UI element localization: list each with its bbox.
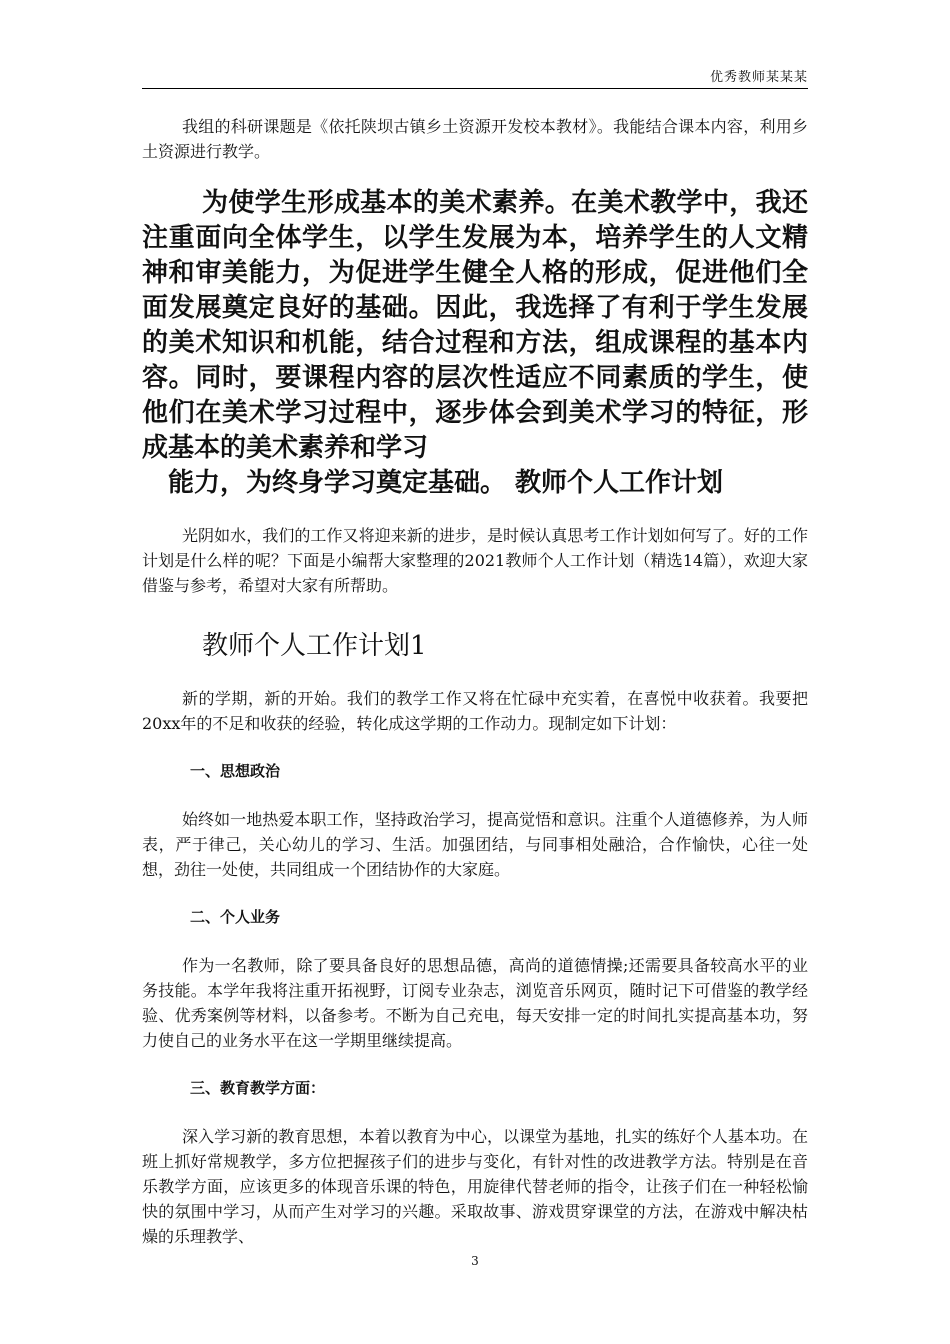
paragraph-art-literacy-last-line: 能力，为终身学习奠定基础。 教师个人工作计划 xyxy=(168,468,724,498)
heading-personal-business: 二、个人业务 xyxy=(190,908,281,926)
paragraph-education-teaching: 深入学习新的教育思想，本着以教育为中心，以课堂为基地，扎实的练好个人基本功。在班上抓好常规教学，多方位把握孩子们的进步与变化，有针对性的改进教学方法。特别是在音乐教学方面，应该更多的体现音乐课的特色，用旋律代替老师的指令，让孩子们在一种轻松愉快的氛围中学习，从而产生对学习的兴趣。采取故事、游戏贯穿课堂的方法，在游戏中解决枯燥的乐理教学、 xyxy=(142,1127,808,1246)
paragraph-ideology-politics: 始终如一地热爱本职工作，坚持政治学习，提高觉悟和意识。注重个人道德修养，为人师表，严于律己，关心幼儿的学习、生活。加强团结，与同事相处融洽，合作愉快，心往一处想，劲往一处使，共同组成一个团结协作的大家庭。 xyxy=(142,810,808,879)
document-body xyxy=(142,114,808,1249)
section-title-plan-1: 教师个人工作计划1 xyxy=(202,631,427,661)
header-divider xyxy=(142,88,808,89)
heading-ideology-politics: 一、思想政治 xyxy=(190,762,281,780)
paragraph-intro: 光阴如水，我们的工作又将迎来新的进步，是时候认真思考工作计划如何写了。好的工作计划是什么样的呢？下面是小编帮大家整理的2021教师个人工作计划（精选14篇），欢迎大家借鉴与参考，希望对大家有所帮助。 xyxy=(142,526,808,595)
paragraph-research-topic: 我组的科研课题是《依托陕坝古镇乡土资源开发校本教材》。我能结合课本内容，利用乡土资源进行教学。 xyxy=(142,117,808,161)
paragraph-art-literacy xyxy=(142,186,808,501)
page-number: 3 xyxy=(471,1254,479,1268)
paragraph-new-semester: 新的学期，新的开始。我们的教学工作又将在忙碌中充实着，在喜悦中收获着。我要把20xx年的不足和收获的经验，转化成这学期的工作动力。现制定如下计划： xyxy=(142,689,808,733)
page-header-text: 优秀教师某某某 xyxy=(709,70,808,85)
paragraph-art-literacy-text: 为使学生形成基本的美术素养。在美术教学中，我还注重面向全体学生，以学生发展为本，培养学生的人文精神和审美能力，为促进学生健全人格的形成，促进他们全面发展奠定良好的基础。因此，我选择了有利于学生发展的美术知识和机能，结合过程和方法，组成课程的基本内容。同时，要课程内容的层次性适应不同素质的学生，使他们在美术学习过程中，逐步体会到美术学习的特征，形成基本的美术素养和学习 xyxy=(142,188,808,463)
paragraph-personal-business: 作为一名教师，除了要具备良好的思想品德，高尚的道德情操;还需要具备较高水平的业务技能。本学年我将注重开拓视野，订阅专业杂志，浏览音乐网页，随时记下可借鉴的教学经验、优秀案例等材料，以备参考。不断为自己充电，每天安排一定的时间扎实提高基本功，努力使自己的业务水平在这一学期里继续提高。 xyxy=(142,956,808,1050)
heading-education-teaching: 三、教育教学方面： xyxy=(190,1079,326,1097)
